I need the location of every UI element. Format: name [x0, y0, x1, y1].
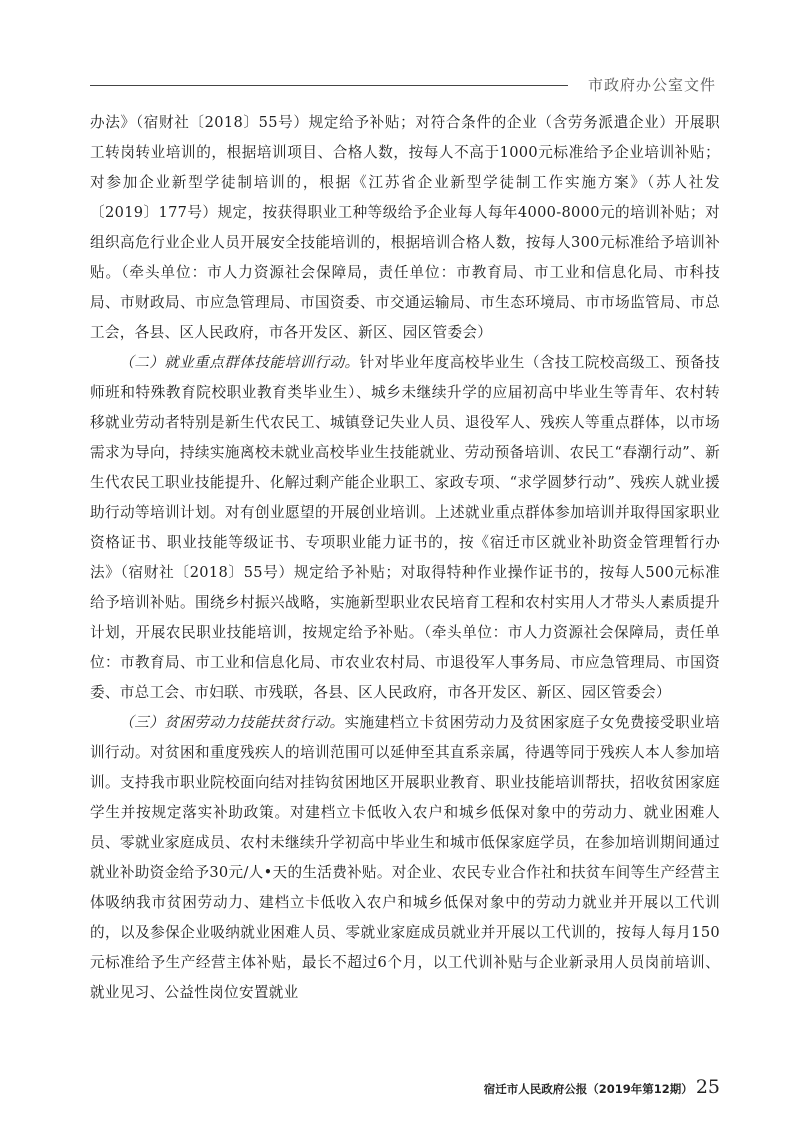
header-section-title: 市政府办公室文件	[588, 76, 717, 94]
document-body	[90, 108, 720, 1008]
header-rule	[90, 85, 568, 86]
paragraph-3-heading: （三）贫困劳动力技能扶贫行动。	[119, 714, 345, 731]
footer-publication: 宿迁市人民政府公报（2019年第12期）	[483, 1082, 693, 1096]
page-number: 25	[695, 1076, 720, 1098]
page-footer	[470, 1076, 720, 1098]
paragraph-1: 办法》（宿财社〔2018〕55号）规定给予补贴；对符合条件的企业（含劳务派遣企业）开展职工转岗转业培训的，根据培训项目、合格人数，按每人不高于1000元标准给予企业培训补贴；对参加企业新型学徒制培训的，根据《江苏省企业新型学徒制工作实施方案》（苏人社发〔2019〕177号）规定，按获得职业工种等级给予企业每人每年4000-8000元的培训补贴；对组织高危行业企业人员开展安全技能培训的，根据培训合格人数，按每人300元标准给予培训补贴。（牵头单位：市人力资源社会保障局，责任单位：市教育局、市工业和信息化局、市科技局、市财政局、市应急管理局、市国资委、市交通运输局、市生态环境局、市市场监管局、市总工会，各县、区人民政府，市各开发区、新区、园区管委会）	[90, 114, 720, 341]
paragraph-2-heading: （二）就业重点群体技能培训行动。	[119, 354, 360, 371]
paragraph-3-text: 实施建档立卡贫困劳动力及贫困家庭子女免费接受职业培训行动。对贫困和重度残疾人的培训范围可以延伸至其直系亲属，待遇等同于残疾人本人参加培训。支持我市职业院校面向结对挂钩贫困地区开展职业教育、职业技能培训帮扶，招收贫困家庭学生并按规定落实补助政策。对建档立卡低收入农户和城乡低保对象中的劳动力、就业困难人员、零就业家庭成员、农村未继续升学初高中毕业生和城市低保家庭学员，在参加培训期间通过就业补助资金给予30元/人•天的生活费补贴。对企业、农民专业合作社和扶贫车间等生产经营主体吸纳我市贫困劳动力、建档立卡低收入农户和城乡低保对象中的劳动力就业并开展以工代训的，以及参保企业吸纳就业困难人员、零就业家庭成员就业并开展以工代训的，按每人每月150元标准给予生产经营主体补贴，最长不超过6个月，以工代训补贴与企业新录用人员岗前培训、就业见习、公益性岗位安置就业	[90, 714, 720, 1001]
paragraph-3	[90, 708, 720, 1008]
paragraph-2-text: 针对毕业年度高校毕业生（含技工院校高级工、预备技师班和特殊教育院校职业教育类毕业生）、城乡未继续升学的应届初高中毕业生等青年、农村转移就业劳动者特别是新生代农民工、城镇登记失业人员、退役军人、残疾人等重点群体，以市场需求为导向，持续实施离校未就业高校毕业生技能就业、劳动预备培训、农民工“春潮行动”、新生代农民工职业技能提升、化解过剩产能企业职工、家政专项、“求学圆梦行动”、残疾人就业援助行动等培训计划。对有创业愿望的开展创业培训。上述就业重点群体参加培训并取得国家职业资格证书、职业技能等级证书、专项职业能力证书的，按《宿迁市区就业补助资金管理暂行办法》（宿财社〔2018〕55号）规定给予补贴；对取得特种作业操作证书的，按每人500元标准给予培训补贴。围绕乡村振兴战略，实施新型职业农民培育工程和农村实用人才带头人素质提升计划，开展农民职业技能培训，按规定给予补贴。（牵头单位：市人力资源社会保障局，责任单位：市教育局、市工业和信息化局、市农业农村局、市退役军人事务局、市应急管理局、市国资委、市总工会、市妇联、市残联，各县、区人民政府，市各开发区、新区、园区管委会）	[90, 354, 720, 701]
paragraph-2	[90, 348, 720, 708]
